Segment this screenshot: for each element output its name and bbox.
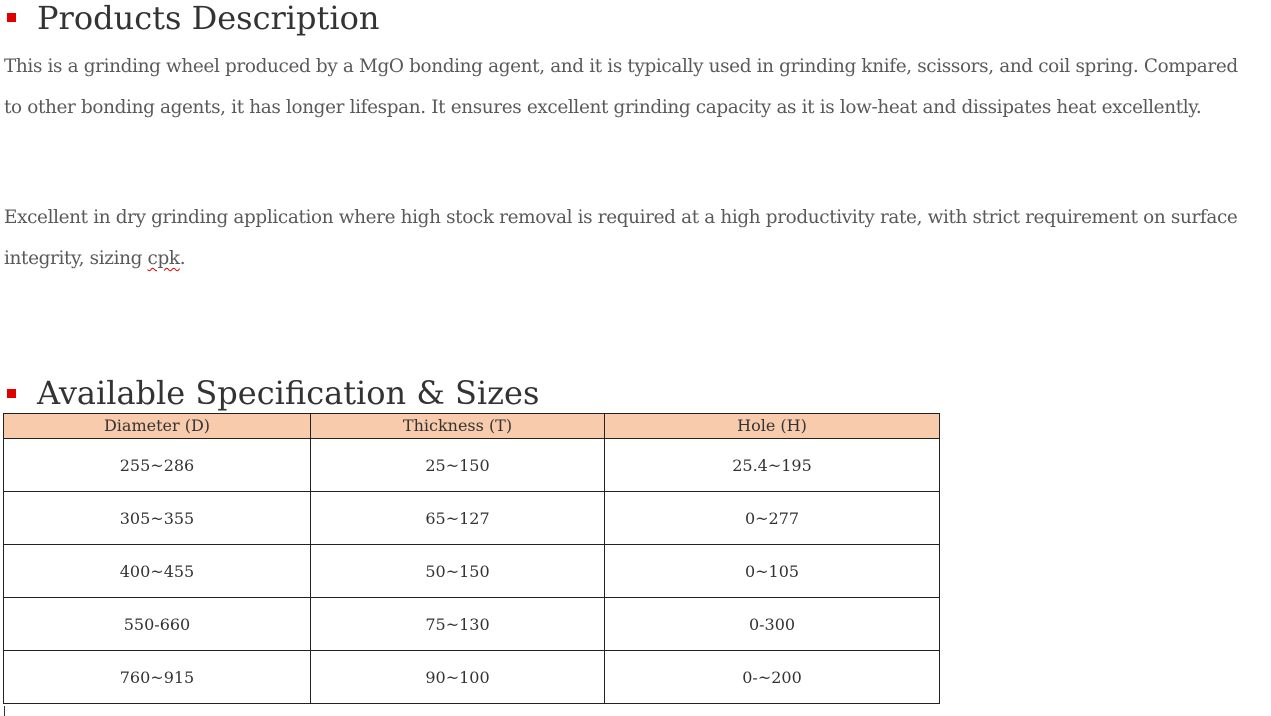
cell-hole: 0~277	[605, 492, 940, 545]
table-row	[4, 492, 940, 545]
application-paragraph	[4, 197, 1270, 279]
table-row	[4, 545, 940, 598]
cell-thickness: 25~150	[311, 439, 605, 492]
table-row	[4, 439, 940, 492]
table-row	[4, 651, 940, 704]
description-line-1: This is a grinding wheel produced by a MgO bonding agent, and it is typically used in grinding knife, scissors, and coil spring. Compared	[4, 56, 1238, 77]
heading-bullet-icon	[7, 389, 16, 398]
cell-hole: 0-300	[605, 598, 940, 651]
cell-hole: 0-~200	[605, 651, 940, 704]
specification-table	[3, 413, 940, 704]
description-line-2: to other bonding agents, it has longer lifespan. It ensures excellent grinding capacity as it is low-heat and dissipates heat excellently.	[4, 97, 1202, 118]
cell-thickness: 75~130	[311, 598, 605, 651]
cell-diameter: 550-660	[4, 598, 311, 651]
application-line-2-text: integrity, sizing	[4, 248, 148, 269]
description-paragraph	[4, 46, 1270, 128]
application-line-1: Excellent in dry grinding application where high stock removal is required at a high productivity rate, with strict requirement on surface	[4, 207, 1238, 228]
heading-bullet-icon	[7, 13, 16, 22]
cell-thickness: 90~100	[311, 651, 605, 704]
cell-hole: 0~105	[605, 545, 940, 598]
application-line-2-end: .	[179, 248, 186, 269]
header-thickness: Thickness (T)	[311, 414, 605, 439]
table-header-row	[4, 414, 940, 439]
specification-heading: Available Specification & Sizes	[37, 374, 540, 412]
header-diameter: Diameter (D)	[4, 414, 311, 439]
cell-diameter: 255~286	[4, 439, 311, 492]
spellcheck-word[interactable]: cpk	[147, 248, 180, 269]
cell-diameter: 400~455	[4, 545, 311, 598]
text-cursor	[4, 706, 5, 716]
cell-diameter: 760~915	[4, 651, 311, 704]
table-row	[4, 598, 940, 651]
cell-thickness: 65~127	[311, 492, 605, 545]
application-line-2	[4, 238, 1270, 279]
cell-thickness: 50~150	[311, 545, 605, 598]
products-description-heading: Products Description	[37, 0, 380, 37]
cell-diameter: 305~355	[4, 492, 311, 545]
cell-hole: 25.4~195	[605, 439, 940, 492]
header-hole: Hole (H)	[605, 414, 940, 439]
